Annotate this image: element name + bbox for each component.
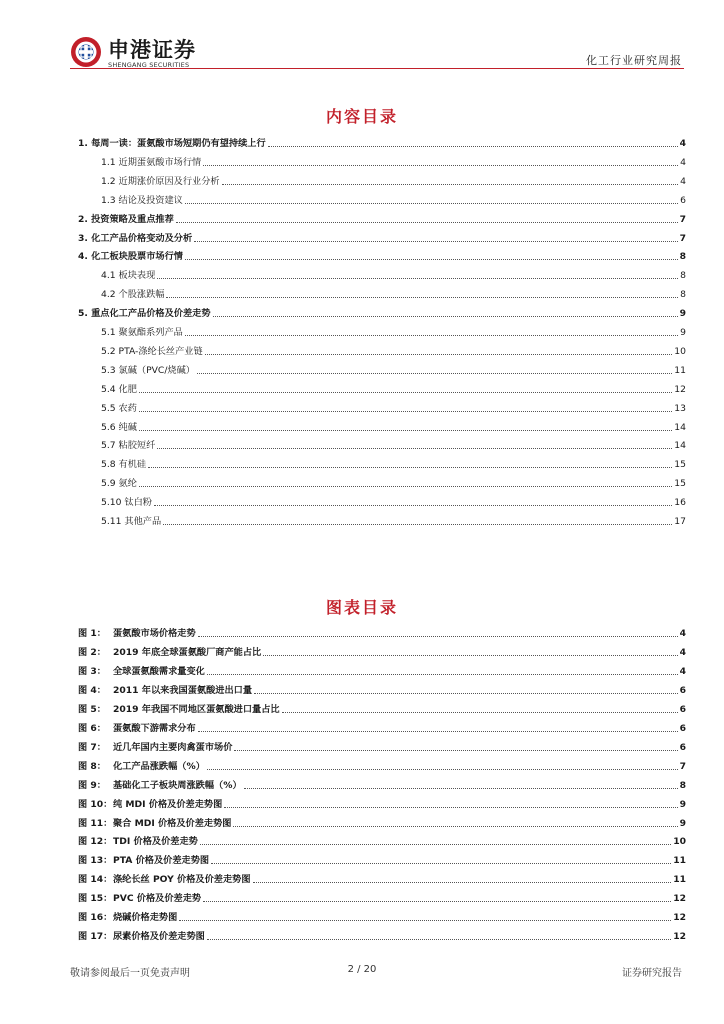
report-type-label: 化工行业研究周报 <box>586 54 682 67</box>
figure-page: 10 <box>673 836 686 848</box>
toc-entry-page: 11 <box>674 364 686 376</box>
toc-entry-label: 1.1 近期蛋氨酸市场行情 <box>101 156 202 168</box>
figures-title: 图表目录 <box>325 598 398 617</box>
toc-entry-page: 17 <box>674 516 686 527</box>
toc-entry-label: 5.6 纯碱 <box>101 421 137 433</box>
figure-number: 图 9： <box>78 779 106 791</box>
toc-entry[interactable] <box>101 363 686 377</box>
toc-entry[interactable] <box>101 514 686 528</box>
figure-page: 4 <box>679 646 686 658</box>
figure-number: 图 11： <box>78 817 113 829</box>
figure-caption: 2019 年我国不同地区蛋氨酸进口量占比 <box>113 703 280 715</box>
dot-leader <box>234 750 677 751</box>
logo-chinese-name: 申港证券 <box>108 38 196 62</box>
figure-number: 图 10： <box>78 798 113 810</box>
toc-entry-page: 8 <box>680 289 686 301</box>
figure-page: 4 <box>679 665 686 677</box>
toc-entry-label: 5.4 化肥 <box>101 383 137 395</box>
dot-leader <box>203 901 671 902</box>
figure-number: 图 5： <box>78 703 106 715</box>
toc-entry[interactable] <box>101 382 686 396</box>
toc-entry-label: 4. 化工板块股票市场行情 <box>78 251 183 263</box>
figure-entry[interactable] <box>78 740 686 754</box>
toc-entry-page: 10 <box>674 345 686 357</box>
dot-leader <box>263 655 677 656</box>
toc-title: 内容目录 <box>325 107 398 126</box>
toc-entry-page: 7 <box>679 213 686 225</box>
dot-leader <box>207 939 671 940</box>
dot-leader <box>185 259 678 260</box>
toc-entry-page: 16 <box>674 497 686 509</box>
dot-leader <box>205 354 673 355</box>
dot-leader <box>254 693 678 694</box>
figure-caption: 近几年国内主要肉禽蛋市场价 <box>113 741 233 753</box>
figure-page: 9 <box>679 817 686 829</box>
toc-entry-page: 13 <box>674 402 686 414</box>
header-divider <box>70 68 684 69</box>
dot-leader <box>244 788 678 789</box>
toc-entry-page: 15 <box>674 478 686 490</box>
toc-entry[interactable] <box>101 193 686 207</box>
figure-caption: 化工产品涨跌幅（%） <box>113 760 205 772</box>
toc-entry-label: 4.2 个股涨跌幅 <box>101 289 165 301</box>
figure-caption: 基础化工子板块周涨跌幅（%） <box>113 779 242 791</box>
figure-number: 图 7： <box>78 741 106 753</box>
page-number: 2 / 20 <box>347 964 377 975</box>
figure-entry[interactable] <box>78 891 686 905</box>
dot-leader <box>203 165 678 166</box>
dot-leader <box>139 411 672 412</box>
figure-entry[interactable] <box>78 626 686 640</box>
dot-leader <box>148 467 672 468</box>
toc-entry-page: 8 <box>680 270 686 282</box>
toc-entry-page: 14 <box>674 421 686 433</box>
figure-entry[interactable] <box>78 853 686 867</box>
dot-leader <box>185 203 678 204</box>
figure-number: 图 1： <box>78 628 106 639</box>
toc-entry[interactable] <box>78 231 686 245</box>
figure-caption: 涤纶长丝 POY 价格及价差走势图 <box>113 874 251 886</box>
figure-caption: PVC 价格及价差走势 <box>113 893 202 905</box>
dot-leader <box>213 316 678 317</box>
dot-leader <box>198 731 678 732</box>
toc-entry-page: 9 <box>680 327 686 338</box>
figure-page: 7 <box>679 760 686 772</box>
toc-entry-page: 7 <box>679 232 686 244</box>
figure-caption: 蛋氨酸下游需求分布 <box>113 722 196 734</box>
toc-entry-label: 5.11 其他产品 <box>101 516 162 527</box>
dot-leader <box>282 712 678 713</box>
figure-number: 图 13： <box>78 855 113 867</box>
toc-entry-label: 5.1 聚氨酯系列产品 <box>101 327 183 338</box>
figure-page: 4 <box>679 628 686 639</box>
dot-leader <box>176 222 678 223</box>
page-header <box>0 0 724 72</box>
toc-entry-label: 5.7 粘胶短纤 <box>101 440 156 452</box>
figure-page: 12 <box>673 931 686 943</box>
dot-leader <box>185 335 678 336</box>
figure-number: 图 8： <box>78 760 106 772</box>
figure-number: 图 14： <box>78 874 113 886</box>
figure-number: 图 4： <box>78 684 106 696</box>
toc-entry-page: 15 <box>674 459 686 471</box>
figure-caption: 蛋氨酸市场价格走势 <box>113 628 196 639</box>
disclaimer-note: 敬请参阅最后一页免责声明 <box>70 968 190 979</box>
dot-leader <box>268 146 678 147</box>
toc-entry[interactable] <box>101 325 686 339</box>
toc-entry[interactable] <box>78 212 686 226</box>
dot-leader <box>154 505 672 506</box>
figure-entry[interactable] <box>78 759 686 773</box>
figure-caption: 全球蛋氨酸需求量变化 <box>113 665 205 677</box>
figure-entry[interactable] <box>78 872 686 886</box>
figure-entry[interactable] <box>78 721 686 735</box>
figure-entry[interactable] <box>78 683 686 697</box>
dot-leader <box>163 524 672 525</box>
toc-entry[interactable] <box>101 457 686 471</box>
dot-leader <box>200 844 671 845</box>
figure-entry[interactable] <box>78 645 686 659</box>
figure-entry[interactable] <box>78 816 686 830</box>
dot-leader <box>139 430 672 431</box>
toc-entry-label: 1.3 结论及投资建议 <box>101 194 183 206</box>
figure-page: 11 <box>673 855 686 867</box>
figure-caption: 纯 MDI 价格及价差走势图 <box>113 798 223 810</box>
dot-leader <box>197 373 672 374</box>
dot-leader <box>253 882 672 883</box>
dot-leader <box>224 807 677 808</box>
toc-entry-label: 2. 投资策略及重点推荐 <box>78 213 174 225</box>
toc-entry-page: 4 <box>680 175 686 187</box>
toc-entry[interactable] <box>101 420 686 434</box>
toc-entry-label: 5.9 氨纶 <box>101 478 137 490</box>
figure-page: 8 <box>679 779 686 791</box>
toc-entry-label: 1. 每周一读：蛋氨酸市场短期仍有望持续上行 <box>78 138 266 149</box>
dot-leader <box>139 486 672 487</box>
report-category: 证券研究报告 <box>622 968 682 979</box>
toc-entry-page: 14 <box>674 440 686 452</box>
toc-entry[interactable] <box>78 136 686 150</box>
figure-caption: 尿素价格及价差走势图 <box>113 931 205 943</box>
logo-english-name: SHENGANG SECURITIES <box>108 61 190 69</box>
figure-page: 6 <box>679 684 686 696</box>
toc-entry-page: 4 <box>680 156 686 168</box>
dot-leader <box>194 241 677 242</box>
figure-caption: TDI 价格及价差走势 <box>113 836 198 848</box>
toc-entry-label: 5.5 农药 <box>101 402 137 414</box>
toc-entry-page: 12 <box>674 383 686 395</box>
dot-leader <box>198 636 678 637</box>
toc-entry-label: 4.1 板块表现 <box>101 270 156 282</box>
toc-entry[interactable] <box>101 438 686 452</box>
figure-caption: 2011 年以来我国蛋氨酸进出口量 <box>113 684 253 696</box>
toc-entry[interactable] <box>101 401 686 415</box>
figure-entry[interactable] <box>78 834 686 848</box>
dot-leader <box>157 278 678 279</box>
dot-leader <box>166 297 678 298</box>
figure-number: 图 12： <box>78 836 113 848</box>
page-footer <box>0 960 724 984</box>
toc-entry-label: 5. 重点化工产品价格及价差走势 <box>78 308 211 320</box>
figure-page: 11 <box>673 874 686 886</box>
toc-entry[interactable] <box>78 306 686 320</box>
figure-entry[interactable] <box>78 664 686 678</box>
toc-entry[interactable] <box>101 495 686 509</box>
toc-entry-label: 3. 化工产品价格变动及分析 <box>78 232 193 244</box>
toc-entry[interactable] <box>101 344 686 358</box>
figure-page: 6 <box>679 722 686 734</box>
toc-entry-label: 5.2 PTA-涤纶长丝产业链 <box>101 345 203 357</box>
dot-leader <box>222 184 679 185</box>
shengang-logo-icon <box>70 36 102 68</box>
toc-entry-page: 9 <box>679 308 686 320</box>
figure-page: 6 <box>679 703 686 715</box>
toc-entry-page: 8 <box>679 251 686 263</box>
toc-entry-page: 4 <box>679 138 686 149</box>
toc-entry[interactable] <box>101 174 686 188</box>
dot-leader <box>139 392 672 393</box>
dot-leader <box>207 674 678 675</box>
figure-number: 图 16： <box>78 912 113 924</box>
figure-entry[interactable] <box>78 797 686 811</box>
figure-number: 图 2： <box>78 646 106 658</box>
figure-caption: 聚合 MDI 价格及价差走势图 <box>113 817 232 829</box>
dot-leader <box>211 863 671 864</box>
toc-entry[interactable] <box>101 287 686 301</box>
dot-leader <box>179 920 671 921</box>
figure-caption: PTA 价格及价差走势图 <box>113 855 210 867</box>
toc-entry-page: 6 <box>680 194 686 206</box>
figure-page: 9 <box>679 798 686 810</box>
figure-entry[interactable] <box>78 702 686 716</box>
dot-leader <box>233 826 677 827</box>
figure-page: 12 <box>673 912 686 924</box>
figure-entry[interactable] <box>78 910 686 924</box>
figure-caption: 烧碱价格走势图 <box>113 912 178 924</box>
toc-entry[interactable] <box>101 476 686 490</box>
figure-caption: 2019 年底全球蛋氨酸厂商产能占比 <box>113 646 262 658</box>
figure-number: 图 6： <box>78 722 106 734</box>
toc-entry[interactable] <box>101 268 686 282</box>
toc-entry[interactable] <box>101 155 686 169</box>
figure-entry[interactable] <box>78 778 686 792</box>
dot-leader <box>207 769 678 770</box>
dot-leader <box>157 448 672 449</box>
toc-entry-label: 1.2 近期涨价原因及行业分析 <box>101 175 220 187</box>
figure-entry[interactable] <box>78 929 686 943</box>
figure-page: 12 <box>673 893 686 905</box>
toc-entry-label: 5.8 有机硅 <box>101 459 147 471</box>
figure-page: 6 <box>679 741 686 753</box>
figure-number: 图 17： <box>78 931 113 943</box>
toc-entry-label: 5.10 钛白粉 <box>101 497 152 509</box>
toc-entry[interactable] <box>78 249 686 263</box>
toc-entry-label: 5.3 氯碱（PVC/烧碱） <box>101 364 195 376</box>
figure-number: 图 15： <box>78 893 113 905</box>
figure-number: 图 3： <box>78 665 106 677</box>
